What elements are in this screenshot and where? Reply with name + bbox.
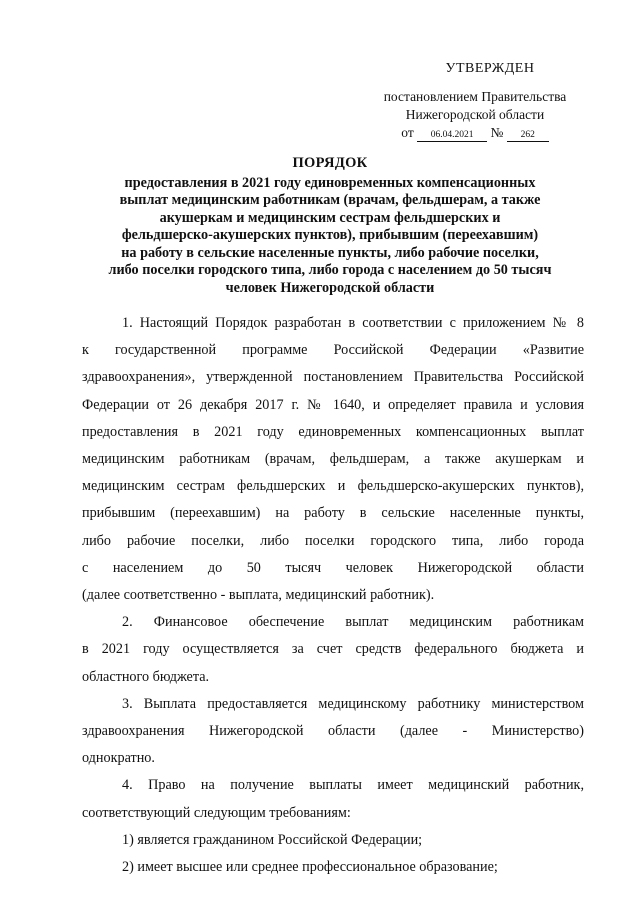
title-line: либо поселки городского типа, либо города с населением до 50 тысяч [108,262,552,278]
approval-date: 06.04.2021 [417,129,487,142]
paragraph-line: однократно. [82,750,155,767]
document-title [80,155,580,297]
approved-label: УТВЕРЖДЕН [445,61,535,76]
approval-line-1: постановлением Правительства [383,89,567,104]
title-line: человек Нижегородской области [225,279,435,296]
from-label: от [401,125,414,140]
title-line: акушеркам и медицинским сестрам фельдшерских и [159,209,501,226]
paragraph-1 [82,310,584,609]
paragraph-line: здравоохранения», утвержденной постановлением Правительства Российской [82,369,584,386]
paragraph-line: либо рабочие поселки, либо поселки городского типа, либо города [82,532,584,549]
approval-number: 262 [507,129,549,142]
paragraph-line: 2) имеет высшее или среднее профессиональное образование; [122,859,498,876]
number-sign: № [490,125,504,140]
paragraph-5 [82,827,584,854]
paragraph-line: 1. Настоящий Порядок разработан в соответствии с приложением № 8 [122,315,584,331]
paragraph-line: с населением до 50 тысяч человек Нижегородской области [82,559,584,576]
paragraph-line: прибывшим (переехавшим) на работу в сельские населенные пункты, [82,505,584,522]
paragraph-4 [82,772,584,826]
paragraph-line: 2. Финансовое обеспечение выплат медицинским работникам [122,614,584,631]
paragraph-line: областного бюджета. [82,668,210,685]
title-line: выплат медицинским работникам (врачам, фельдшерам, а также [119,192,541,208]
title-line: на работу в сельские населенные пункты, либо рабочие поселки, [121,244,539,261]
paragraph-line: здравоохранения Нижегородской области (далее - Министерство) [82,723,584,740]
paragraph-line: к государственной программе Российской Федерации «Развитие [82,342,584,359]
title-line: предоставления в 2021 году единовременных компенсационных [124,174,536,191]
title-line: фельдшерско-акушерских пунктов), прибывшим (переехавшим) [121,227,539,243]
document-body [82,310,584,881]
approval-block [360,60,590,142]
paragraph-line: 1) является гражданином Российской Федерации; [122,831,423,848]
approval-line-2: Нижегородской области [405,107,545,122]
paragraph-line: (далее соответственно - выплата, медицинский работник). [82,587,435,604]
paragraph-line: 3. Выплата предоставляется медицинскому работнику министерством [122,695,584,712]
paragraph-line: медицинским сестрам фельдшерских и фельдшерско-акушерских пунктов), [82,478,584,495]
paragraph-line: 4. Право на получение выплаты имеет медицинский работник, [122,777,584,794]
approval-date-row [360,124,590,142]
paragraph-3 [82,691,584,773]
paragraph-line: медицинским работникам (врачам, фельдшерам, а также акушеркам и [82,451,584,468]
title-heading: ПОРЯДОК [292,155,368,171]
paragraph-line: предоставления в 2021 году единовременных компенсационных выплат [82,423,584,440]
paragraph-2 [82,609,584,691]
paragraph-line: соответствующий следующим требованиям: [82,804,351,821]
paragraph-6 [82,854,584,881]
paragraph-line: в 2021 году осуществляется за счет средств федерального бюджета и [82,641,584,658]
paragraph-line: Федерации от 26 декабря 2017 г. № 1640, и определяет правила и условия [82,396,584,413]
